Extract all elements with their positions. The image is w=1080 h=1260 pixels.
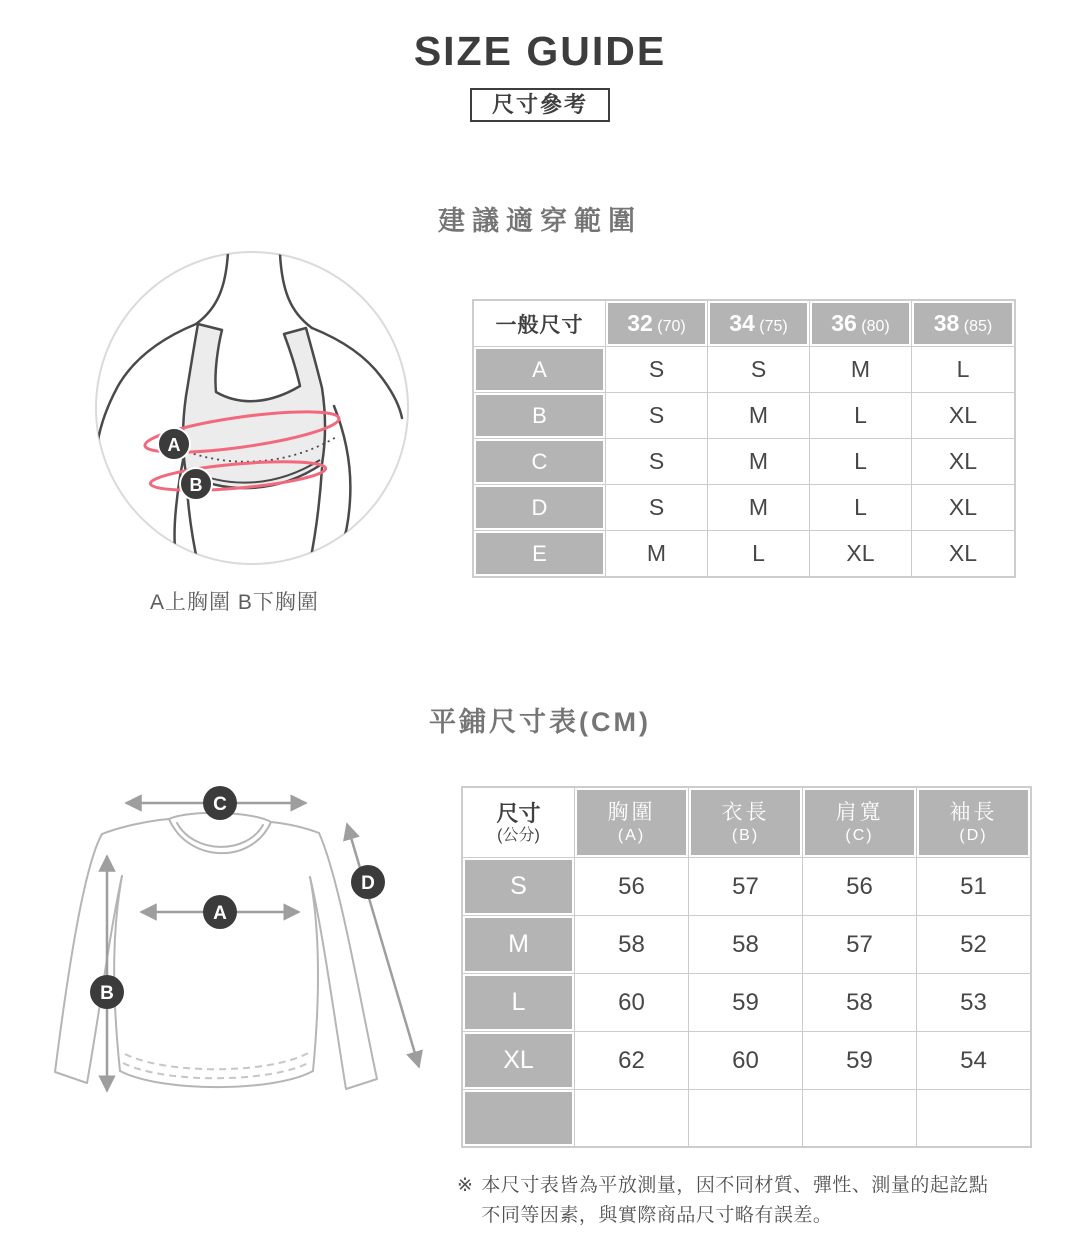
flat-row-label: XL	[463, 1032, 575, 1090]
fit-size-cell: XL	[810, 531, 912, 577]
col-size: 32	[627, 310, 653, 336]
marker-badge-b	[90, 975, 124, 1009]
flat-col-header	[689, 788, 803, 858]
fit-table-row	[474, 531, 1015, 577]
flat-corner-cell	[463, 788, 575, 858]
flat-row-label	[463, 1090, 575, 1147]
fit-table-row	[474, 485, 1015, 531]
cm-value-cell: 60	[575, 974, 689, 1032]
shirt-measure-diagram	[38, 770, 442, 1118]
footnote	[457, 1171, 1047, 1231]
fit-table-row	[474, 393, 1015, 439]
fit-range-table	[473, 300, 1015, 577]
fit-col-header	[810, 301, 912, 347]
fit-size-cell: M	[606, 531, 708, 577]
col-band: (70)	[657, 318, 686, 335]
sleeve-length-arrow	[347, 824, 419, 1067]
marker-letter: D	[361, 873, 375, 894]
col-main: 袖長	[949, 800, 998, 824]
measure-arrows	[107, 803, 419, 1091]
flat-col-header	[803, 788, 917, 858]
fit-size-cell: L	[810, 485, 912, 531]
flat-col-header	[575, 788, 689, 858]
col-size: 36	[831, 310, 857, 336]
fit-size-cell: L	[708, 531, 810, 577]
page-title: SIZE GUIDE	[413, 28, 667, 74]
fit-size-cell: M	[810, 347, 912, 393]
corner-sub: (公分)	[497, 826, 540, 844]
fit-col-header	[606, 301, 708, 347]
footnote-text	[481, 1171, 1047, 1231]
fit-col-header	[912, 301, 1015, 347]
fit-size-cell: S	[606, 393, 708, 439]
col-main: 肩寬	[835, 800, 884, 824]
col-sub: (C)	[845, 826, 874, 844]
cm-value-cell	[689, 1090, 803, 1147]
flat-row-label: M	[463, 916, 575, 974]
fit-size-cell: M	[708, 439, 810, 485]
fit-section-title: 建議適穿範圍	[438, 206, 642, 236]
fit-size-cell: L	[810, 439, 912, 485]
footnote-line-2: 不同等因素，與實際商品尺寸略有誤差。	[481, 1205, 833, 1226]
flat-table-row	[463, 858, 1031, 916]
marker-letter: B	[189, 475, 203, 495]
cm-value-cell: 57	[689, 858, 803, 916]
col-sub: (B)	[731, 826, 760, 844]
cm-value-cell: 62	[575, 1032, 689, 1090]
col-sub: (A)	[617, 826, 646, 844]
marker-badge-a	[158, 428, 190, 460]
flat-table-row	[463, 974, 1031, 1032]
fit-row-label: D	[474, 485, 606, 531]
fit-row-label: A	[474, 347, 606, 393]
fit-size-cell: M	[708, 485, 810, 531]
bra-measure-diagram	[90, 246, 414, 570]
marker-badge-d	[351, 865, 385, 899]
cm-value-cell: 54	[917, 1032, 1031, 1090]
col-band: (85)	[963, 318, 993, 335]
flat-section-title: 平鋪尺寸表(CM)	[429, 707, 651, 737]
fit-size-cell: M	[708, 393, 810, 439]
fit-size-cell: L	[912, 347, 1015, 393]
col-band: (80)	[861, 318, 890, 335]
flat-header-row	[463, 788, 1031, 858]
marker-badge-b	[180, 468, 212, 500]
col-size: 38	[933, 310, 960, 336]
fit-size-cell: XL	[912, 485, 1015, 531]
flat-table-row	[463, 1032, 1031, 1090]
col-main: 衣長	[721, 800, 770, 824]
marker-badge-a	[203, 895, 237, 929]
fit-size-cell: L	[810, 393, 912, 439]
fit-row-label: E	[474, 531, 606, 577]
bra-caption: A上胸圍 B下胸圍	[150, 591, 319, 614]
hem-stitch-lines	[123, 1053, 310, 1078]
fit-table-row	[474, 347, 1015, 393]
cm-value-cell: 57	[803, 916, 917, 974]
flat-col-header	[917, 788, 1031, 858]
fit-table-row	[474, 439, 1015, 485]
marker-letter: A	[213, 903, 227, 924]
fit-size-cell: XL	[912, 439, 1015, 485]
footnote-marker: ※	[457, 1175, 474, 1196]
cm-value-cell: 58	[803, 974, 917, 1032]
flat-row-label: L	[463, 974, 575, 1032]
fit-row-label: B	[474, 393, 606, 439]
col-main: 胸圍	[607, 800, 656, 824]
marker-badge-c	[203, 786, 237, 820]
fit-size-cell: XL	[912, 531, 1015, 577]
fit-size-cell: S	[606, 347, 708, 393]
cm-value-cell: 59	[803, 1032, 917, 1090]
cm-value-cell	[575, 1090, 689, 1147]
cm-value-cell: 56	[575, 858, 689, 916]
corner-main: 尺寸	[496, 800, 541, 826]
cm-value-cell: 51	[917, 858, 1031, 916]
col-sub: (D)	[959, 826, 988, 844]
flat-table-row	[463, 916, 1031, 974]
fit-col-header	[708, 301, 810, 347]
marker-letter: C	[213, 794, 227, 815]
cm-value-cell: 59	[689, 974, 803, 1032]
fit-header-row	[474, 301, 1015, 347]
subtitle-badge: 尺寸參考	[470, 88, 610, 122]
footnote-line-1: 本尺寸表皆為平放測量，因不同材質、彈性、測量的起訖點	[481, 1175, 989, 1196]
fit-size-cell: S	[708, 347, 810, 393]
marker-letter: A	[167, 435, 181, 455]
fit-size-cell: S	[606, 485, 708, 531]
cm-value-cell: 53	[917, 974, 1031, 1032]
cm-value-cell: 58	[575, 916, 689, 974]
col-band: (75)	[759, 318, 788, 335]
cm-value-cell: 60	[689, 1032, 803, 1090]
flat-row-label: S	[463, 858, 575, 916]
fit-corner-cell: 一般尺寸	[474, 301, 606, 347]
cm-value-cell	[917, 1090, 1031, 1147]
cm-value-cell: 52	[917, 916, 1031, 974]
col-size: 34	[729, 310, 755, 336]
fit-size-cell: XL	[912, 393, 1015, 439]
marker-letter: B	[100, 983, 114, 1004]
cm-value-cell: 56	[803, 858, 917, 916]
flat-measure-table	[462, 787, 1031, 1147]
flat-table-row-empty	[463, 1090, 1031, 1147]
cm-value-cell: 58	[689, 916, 803, 974]
fit-size-cell: S	[606, 439, 708, 485]
cm-value-cell	[803, 1090, 917, 1147]
fit-row-label: C	[474, 439, 606, 485]
shirt-outline	[55, 813, 377, 1089]
